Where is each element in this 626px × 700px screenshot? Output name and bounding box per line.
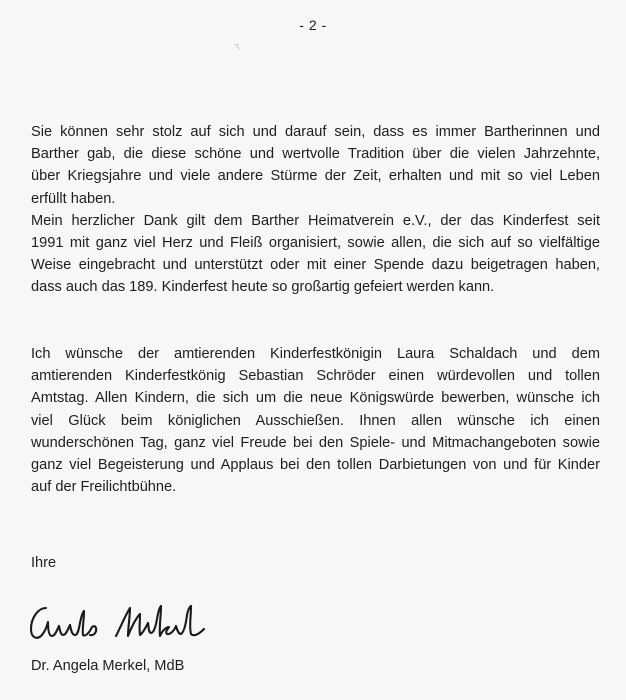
text-line: Ich wünsche der amtierenden Kinderfestkönigin Laura Schaldach und dem <box>31 346 600 362</box>
text-line: amtierenden Kinderfestkönig Sebastian Schröder einen würdevollen und tollen <box>31 368 600 385</box>
text-line: Amtstag. Allen Kindern, die sich um die neue Königswürde bewerben, wünsche ich <box>31 390 600 407</box>
text-line: Weise eingebracht und unterstützt oder mit einer Spende dazu beigetragen haben, <box>31 257 600 274</box>
text-line: erfüllt haben. <box>31 190 116 207</box>
page-number: - 2 - <box>299 17 327 33</box>
handwritten-signature <box>26 596 226 648</box>
paragraph-wishes <box>31 343 600 498</box>
text-line: Mein herzlicher Dank gilt dem Barther Heimatverein e.V., der das Kinderfest seit <box>31 212 600 229</box>
text-line: 1991 mit ganz viel Herz und Fleiß organisiert, sowie allen, die sich auf so vielfältige <box>31 235 600 252</box>
text-line: ganz viel Begeisterung und Applaus bei den tollen Darbietungen von und für Kinder <box>31 457 600 474</box>
closing-salutation: Ihre <box>31 555 57 571</box>
scan-speck-mark <box>232 42 242 52</box>
paragraph-thanks <box>31 121 600 299</box>
text-line: Barther gab, die diese schöne und wertvolle Tradition über die vielen Jahrzehnte, <box>31 146 600 163</box>
text-line: über Kriegsjahre und viele andere Stürme der Zeit, erhalten und mit so viel Leben <box>31 168 600 185</box>
text-line: viel Glück beim königlichen Ausschießen. Ihnen allen wünsche ich einen <box>31 412 600 429</box>
text-line: wunderschönen Tag, ganz viel Freude bei den Spiele- und Mitmachangeboten sowie <box>31 434 600 451</box>
text-line: dass auch das 189. Kinderfest heute so großartig gefeiert werden kann. <box>31 279 495 296</box>
signer-name: Dr. Angela Merkel, MdB <box>31 658 185 674</box>
text-line: auf der Freilichtbühne. <box>31 479 177 496</box>
text-line: Sie können sehr stolz auf sich und darauf sein, dass es immer Bartherinnen und <box>31 124 600 140</box>
